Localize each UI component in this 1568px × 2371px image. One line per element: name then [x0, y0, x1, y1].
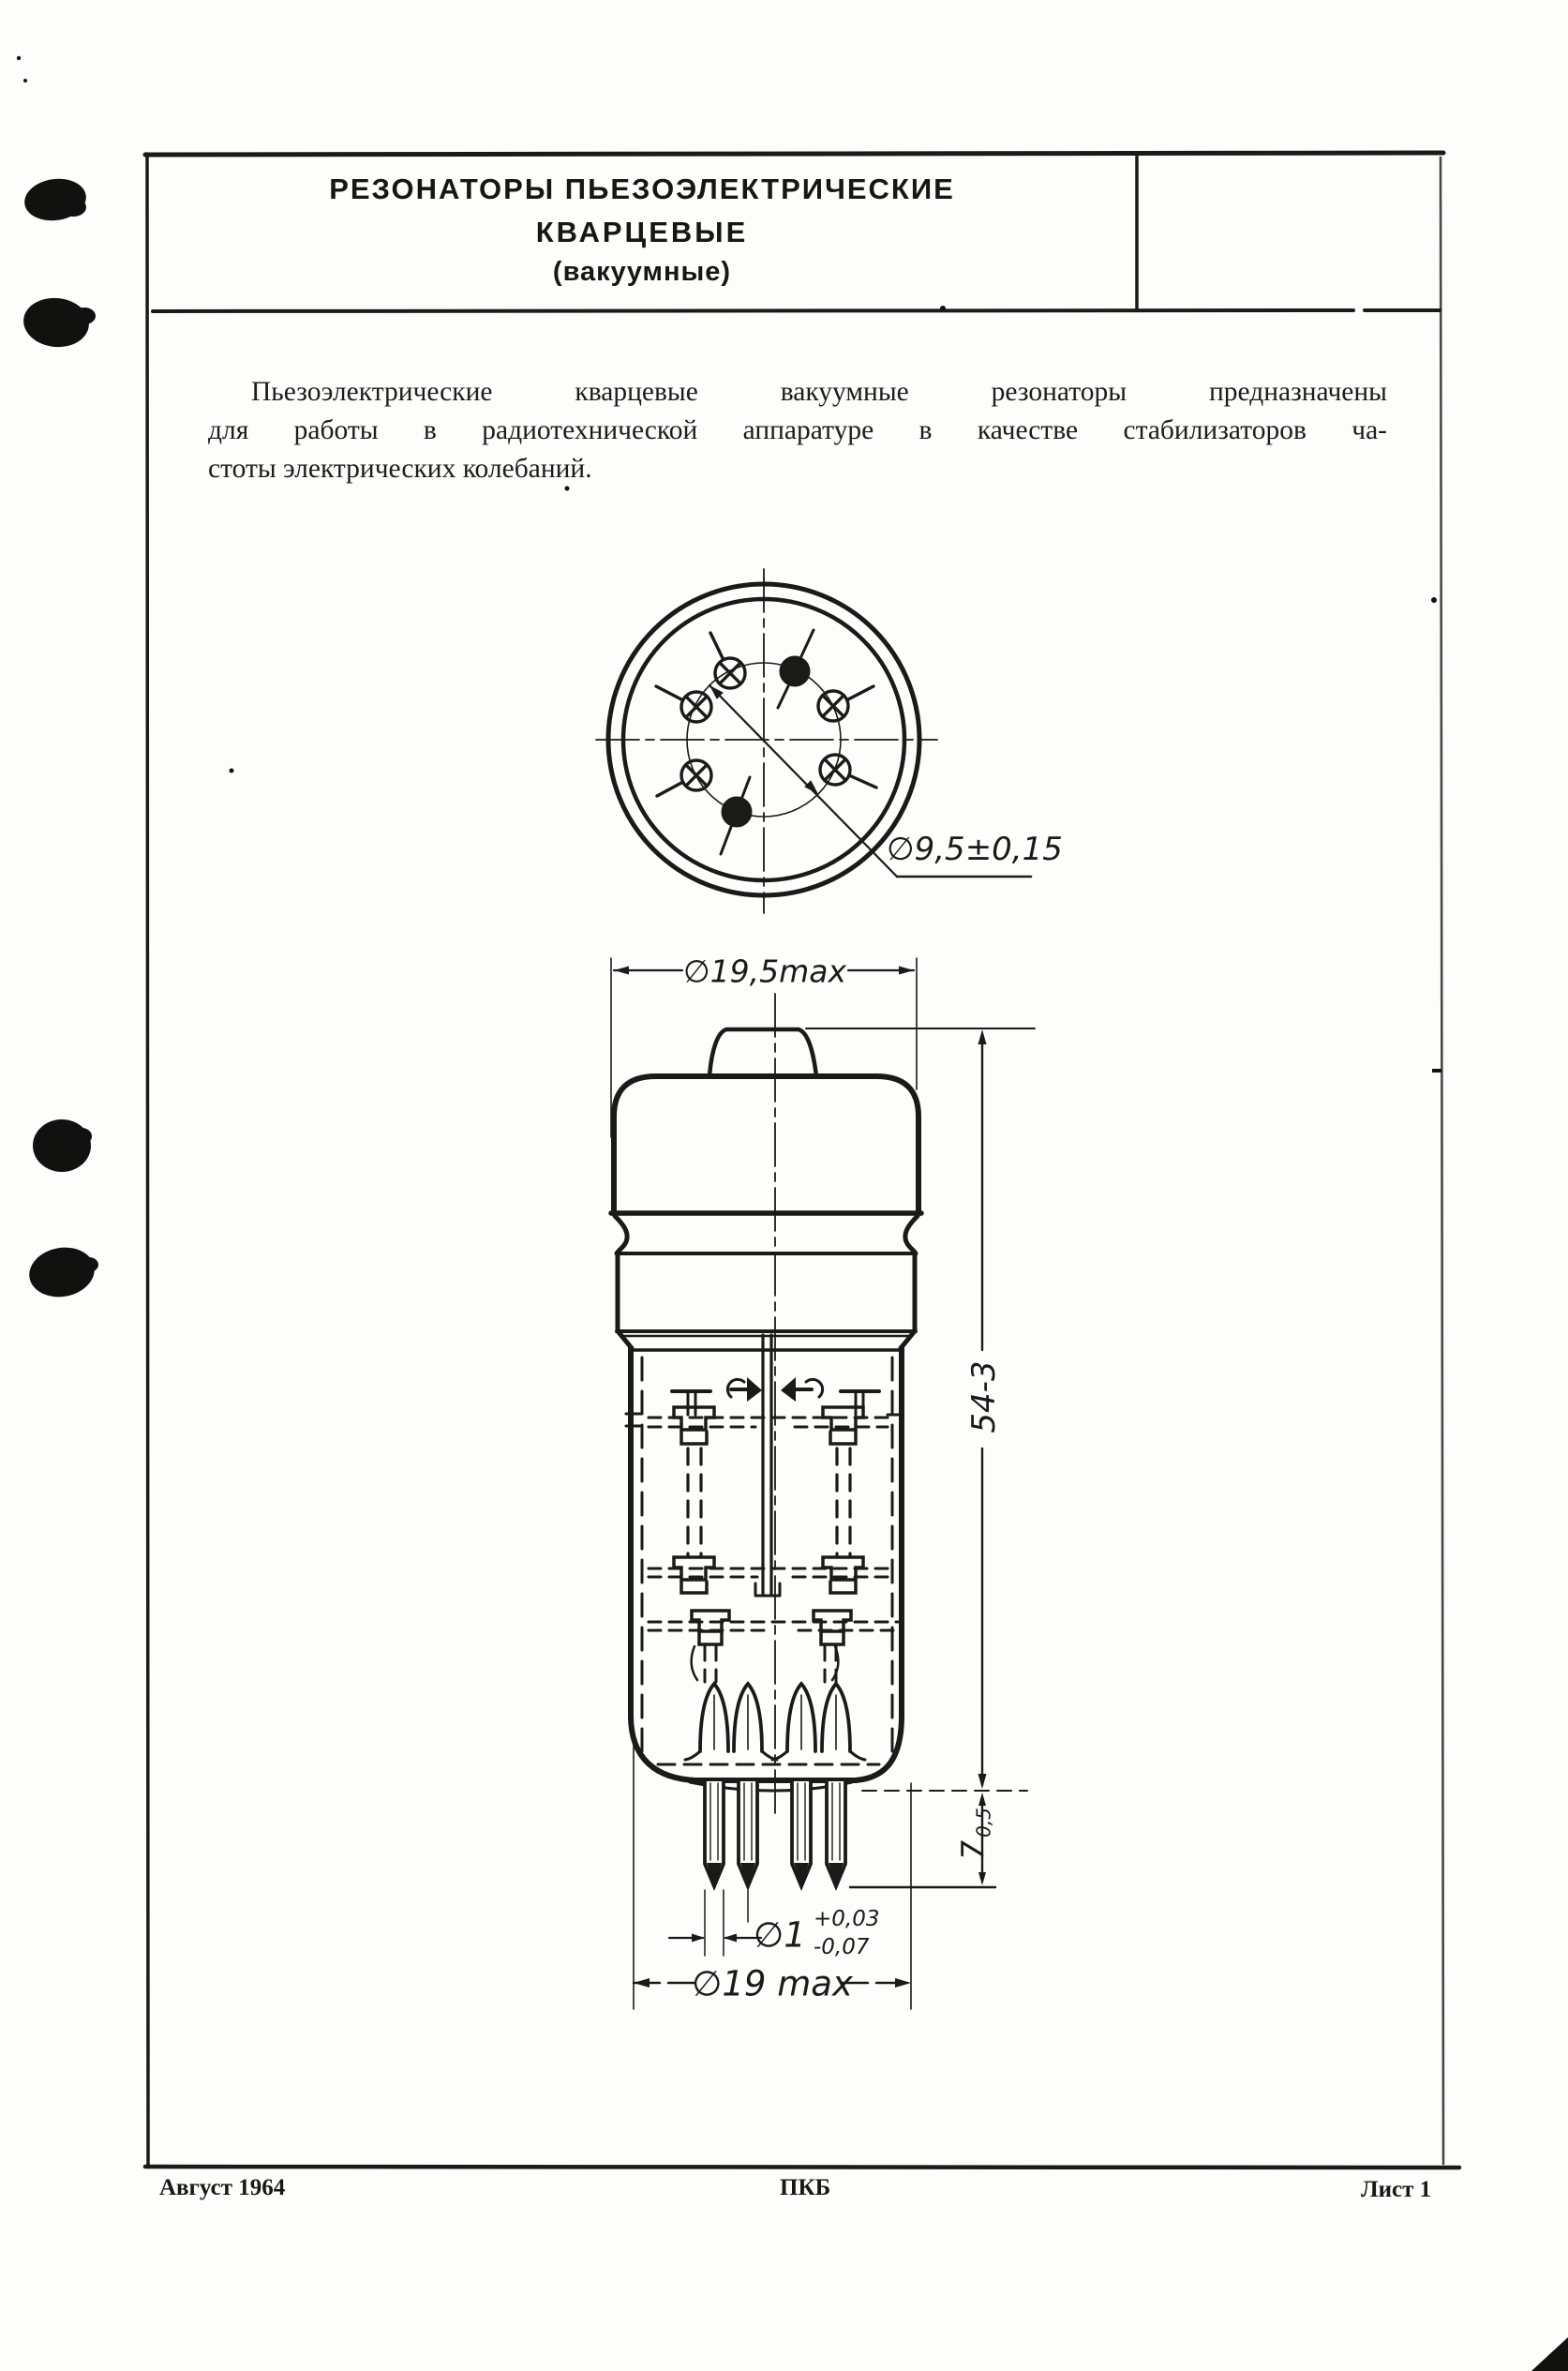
footer-org: ПКБ	[780, 2175, 831, 2200]
dim-pin-diameter-tol-minus: -0,07	[814, 1935, 870, 1959]
dim-pin-diameter-tol-plus: +0,03	[814, 1907, 880, 1931]
footer-sheet-number: Лист 1	[1361, 2177, 1432, 2202]
dim-label-bottom-diameter: ∅19 max	[692, 1963, 853, 2004]
paragraph-line: стоты электрических колебаний.	[208, 454, 592, 484]
body-bottom	[631, 1716, 902, 1780]
dim-label-top-diameter: ∅19,5max	[682, 953, 847, 990]
dim-pin-length-tolerance: 0,5	[972, 1808, 995, 1838]
exhaust-nub	[709, 1029, 816, 1076]
dim-label-pin-circle: ∅9,5±0,15	[887, 831, 1063, 868]
dim-label-height: 54-3	[965, 1360, 1003, 1433]
title-block	[147, 157, 1137, 288]
internal-crystal-assembly	[626, 1335, 900, 1760]
dim-label-pin-length	[955, 1808, 995, 1860]
top-cap	[614, 1076, 918, 1213]
paragraph-line: Пьезоэлектрические кварцевые вакуумные резонаторы предназначены	[251, 377, 1387, 407]
page-title: РЕЗОНАТОРЫ ПЬЕЗОЭЛЕКТРИЧЕСКИЕ	[329, 173, 955, 205]
neck-groove-right	[905, 1216, 918, 1253]
footer-date: Август 1964	[159, 2175, 286, 2200]
pin-crossed	[656, 633, 876, 796]
dim-pin-length-value: 7	[954, 1839, 992, 1860]
dim-label-pin-diameter: ∅1	[754, 1914, 806, 1956]
description-paragraph	[208, 373, 1387, 488]
page-title-line3: (вакуумные)	[552, 257, 732, 287]
page-title-line2: КВАРЦЕВЫЕ	[535, 216, 749, 248]
paragraph-line: для работы в радиотехнической аппаратуре в качестве стабилизаторов ча-	[208, 415, 1387, 445]
neck-groove-left	[615, 1216, 627, 1253]
